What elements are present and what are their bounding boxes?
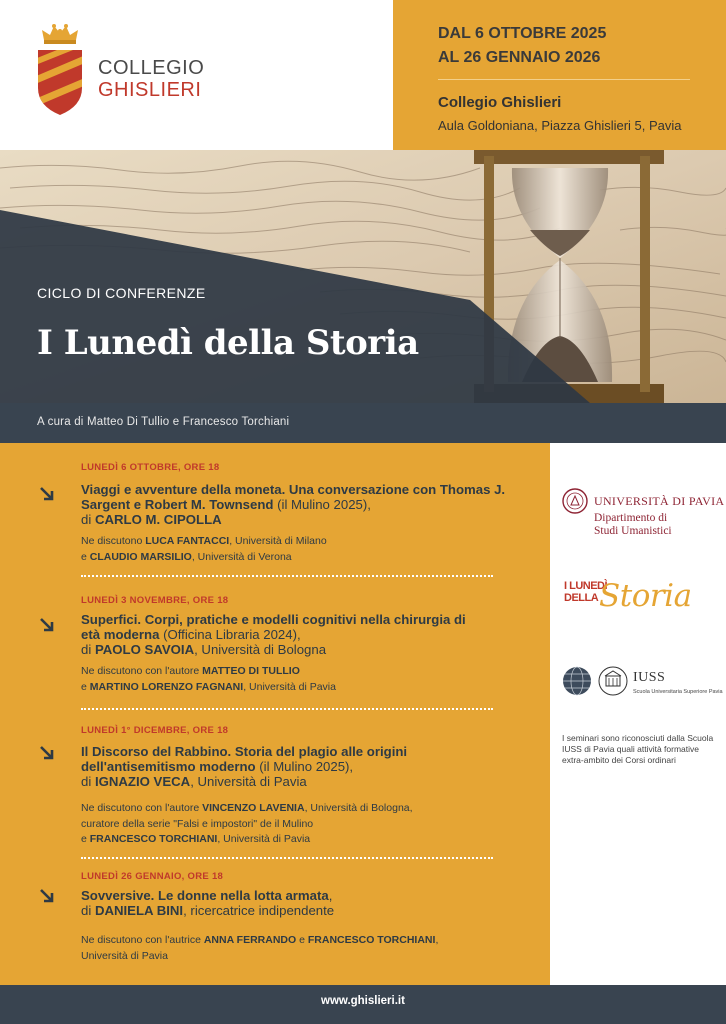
university-seal-icon: [562, 488, 588, 514]
discussant-name: VINCENZO LAVENIA: [202, 802, 305, 814]
date-range-start: DAL 6 OTTOBRE 2025: [438, 25, 607, 42]
iuss-globe-icon: [562, 666, 592, 696]
author-affiliation: , Università di Bologna: [194, 642, 327, 657]
collegio-logo-wordmark: [98, 57, 204, 101]
disc-prefix: e: [81, 680, 90, 693]
event-discussants: [81, 801, 501, 848]
discussant-name: MATTEO DI TULLIO: [202, 665, 300, 677]
header: [0, 0, 726, 150]
discussant-name: MARTINO LORENZO FAGNANI: [89, 680, 244, 693]
event-date: LUNEDÌ 6 OTTOBRE, ORE 18: [81, 462, 220, 473]
venue-name: Collegio Ghislieri: [438, 94, 562, 111]
book-title: Il Discorso del Rabbino. Storia del plagio alle origini dell'antisemitismo moderno: [81, 744, 408, 774]
event-title: [81, 888, 521, 918]
discussant-affiliation: Università di Pavia: [81, 949, 168, 962]
collegio-crest-icon: [32, 18, 88, 118]
header-divider: [438, 79, 690, 80]
logo-line-ghislieri: GHISLIERI: [98, 79, 202, 101]
page-title: I Lunedì della Storia: [37, 323, 419, 363]
book-author: PAOLO SAVOIA: [94, 642, 195, 657]
discussant-affiliation: , Università di Pavia: [243, 680, 336, 693]
dept-line: Studi Umanistici: [594, 525, 672, 537]
book-title: Viaggi e avventure della moneta. Una conversazione con Thomas J. Sargent e Robert M. Townsend: [81, 482, 506, 512]
event-title: [81, 744, 496, 789]
disc-prefix: e: [81, 833, 90, 845]
header-logo-panel: [0, 0, 393, 150]
event-title: [81, 612, 481, 657]
footer: [0, 985, 726, 1024]
discussant-name: CLAUDIO MARSILIO: [89, 550, 192, 563]
accreditation-note: I seminari sono riconosciuti dalla Scuola IUSS di Pavia quali attività formative extra-ambito dei Corsi ordinari: [562, 733, 714, 765]
iuss-name: IUSS: [633, 670, 666, 685]
book-author: CARLO M. CIPOLLA: [94, 512, 222, 527]
event-date: LUNEDÌ 1° DICEMBRE, ORE 18: [81, 725, 229, 736]
arrow-down-right-icon: [38, 485, 56, 503]
event-dates: [438, 22, 606, 70]
date-range-end: AL 26 GENNAIO 2026: [438, 49, 601, 66]
iuss-subtitle: Scuola Universitaria Superiore Pavia: [633, 689, 723, 695]
event-separator: [81, 708, 493, 710]
discussant-name: FRANCESCO TORCHIANI: [307, 934, 436, 946]
book-author: IGNAZIO VECA: [94, 774, 191, 789]
book-publisher: (il Mulino 2025),: [273, 497, 371, 512]
author-prefix: di: [81, 642, 95, 657]
hero-image: [0, 150, 726, 403]
event-discussants: [81, 933, 501, 964]
arrow-down-right-icon: [38, 616, 56, 634]
event-discussants: [81, 664, 501, 695]
discussant-affiliation: , Università di Bologna,: [304, 802, 413, 814]
logo-line-collegio: COLLEGIO: [98, 57, 205, 79]
venue-address: Aula Goldoniana, Piazza Ghislieri 5, Pavia: [438, 118, 682, 133]
event-discussants: [81, 534, 501, 565]
author-prefix: di: [81, 903, 95, 918]
disc-suffix: ,: [435, 934, 439, 946]
arrow-down-right-icon: [38, 887, 56, 905]
author-affiliation: , ricercatrice indipendente: [183, 903, 335, 918]
book-author: DANIELA BINI: [94, 903, 184, 918]
book-title: Sovversive. Le donne nella lotta armata: [81, 888, 329, 903]
discussant-name: LUCA FANTACCI: [145, 535, 230, 547]
event-date: LUNEDÌ 3 NOVEMBRE, ORE 18: [81, 595, 229, 606]
author-affiliation: , Università di Pavia: [190, 774, 307, 789]
series-logo-line: DELLA: [564, 592, 599, 604]
curators-text: A cura di Matteo Di Tullio e Francesco Torchiani: [37, 416, 290, 428]
book-title: Superfici. Corpi, pratiche e modelli cognitivi nella chirurgia di età moderna: [81, 612, 466, 642]
disc-prefix: e: [81, 550, 90, 563]
discussant-affiliation: , Università di Pavia: [217, 833, 311, 845]
discussant-name: FRANCESCO TORCHIANI: [89, 833, 218, 845]
event-date: LUNEDÌ 26 GENNAIO, ORE 18: [81, 871, 224, 882]
unipv-name: UNIVERSITÀ DI PAVIA: [594, 494, 725, 508]
series-label: CICLO DI CONFERENZE: [37, 285, 206, 301]
discussant-name: ANNA FERRANDO: [203, 934, 297, 946]
author-prefix: di: [81, 774, 95, 789]
discussant-role: curatore della serie "Falsi e impostori" de il Mulino: [81, 817, 314, 830]
series-logo-script: Storia: [599, 578, 692, 614]
author-prefix: di: [81, 512, 95, 527]
disc-prefix: Ne discutono: [81, 535, 146, 547]
series-logo-line: I LUNEDÌ: [564, 580, 608, 592]
curators-bar: [0, 403, 726, 443]
hourglass-manuscript-illustration: [0, 150, 726, 403]
book-publisher: (il Mulino 2025),: [255, 759, 354, 774]
event-separator: [81, 857, 493, 859]
discussant-affiliation: , Università di Milano: [229, 535, 327, 547]
website-link[interactable]: www.ghislieri.it: [321, 995, 405, 1007]
book-publisher: ,: [328, 888, 333, 903]
arrow-down-right-icon: [38, 744, 56, 762]
disc-conjunction: e: [296, 934, 308, 946]
header-info-panel: [393, 0, 726, 150]
unipv-department: [594, 512, 672, 538]
disc-prefix: Ne discutono con l'autore: [81, 665, 203, 677]
dept-line: Dipartimento di: [594, 512, 668, 524]
disc-prefix: Ne discutono con l'autore: [81, 802, 203, 814]
discussant-affiliation: , Università di Verona: [191, 550, 292, 563]
event-separator: [81, 575, 493, 577]
event-title: [81, 482, 521, 527]
book-publisher: (Officina Libraria 2024),: [159, 627, 301, 642]
disc-prefix: Ne discutono con l'autrice: [81, 934, 204, 946]
iuss-seal-icon: [598, 666, 628, 696]
